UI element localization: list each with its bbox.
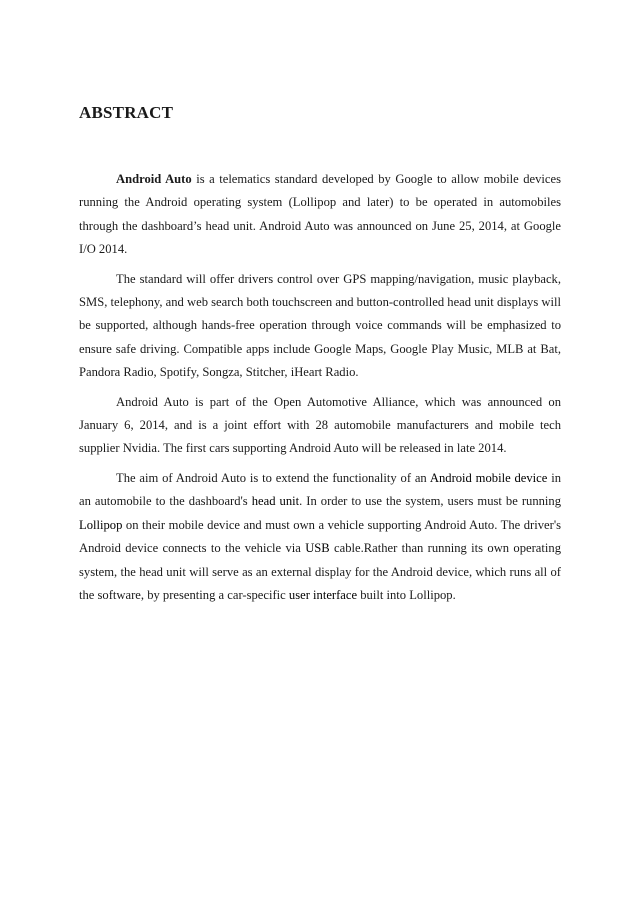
- paragraph-4-seg-11: built into Lollipop.: [357, 587, 456, 602]
- paragraph-4-seg-3: in an automobile to the dashboard's: [79, 470, 561, 509]
- paragraph-4-seg-7: on their mobile device and must own a vehicle supporting Android Auto. The driver's Android device connects to the vehicle via: [79, 517, 561, 556]
- paragraph-4: [79, 467, 561, 607]
- paragraph-1-lead: Android Auto: [116, 172, 192, 186]
- term-head-unit: head unit: [251, 494, 300, 509]
- paragraph-1: [79, 168, 561, 262]
- term-user-interface: user interface: [288, 587, 358, 602]
- paragraph-3: [79, 391, 561, 461]
- paragraph-3-text: Android Auto is part of the Open Automotive Alliance, which was announced on January 6, 2014, and is a joint effort with 28 automobile manufacturers and mobile tech supplier Nvidia. The first cars supporting Android Auto will be released in late 2014.: [79, 394, 561, 456]
- paragraph-4-seg-9: cable.Rather than running its own operating system, the head unit will serve as an external display for the Android device, which runs all of the software, by presenting a car-specific: [79, 541, 561, 602]
- term-lollipop: Lollipop: [79, 517, 123, 532]
- paragraph-4-seg-1: The aim of Android Auto is to extend the functionality of an: [116, 470, 430, 485]
- paragraph-1-text: is a telematics standard developed by Google to allow mobile devices running the Android operating system (Lollipop and later) to be operated in automobiles through the dashboard’s head unit. Android Auto was announced on June 25, 2014, at Google I/O 2014.: [79, 172, 561, 257]
- paragraph-2: [79, 268, 561, 385]
- page-title: ABSTRACT: [79, 103, 174, 122]
- paragraph-4-seg-5: . In order to use the system, users must be running: [299, 494, 562, 509]
- term-usb: USB: [305, 541, 330, 556]
- abstract-body: [79, 168, 561, 613]
- term-android-mobile-device: Android mobile device: [429, 470, 548, 485]
- paragraph-2-text: The standard will offer drivers control over GPS mapping/navigation, music playback, SMS, telephony, and web search both touchscreen and button-controlled head unit displays will be supported, although hands-free operation through voice commands will be emphasized to ensure safe driving. Compatible apps include Google Maps, Google Play Music, MLB at Bat, Pandora Radio, Spotify, Songza, Stitcher, iHeart Radio.: [79, 271, 561, 380]
